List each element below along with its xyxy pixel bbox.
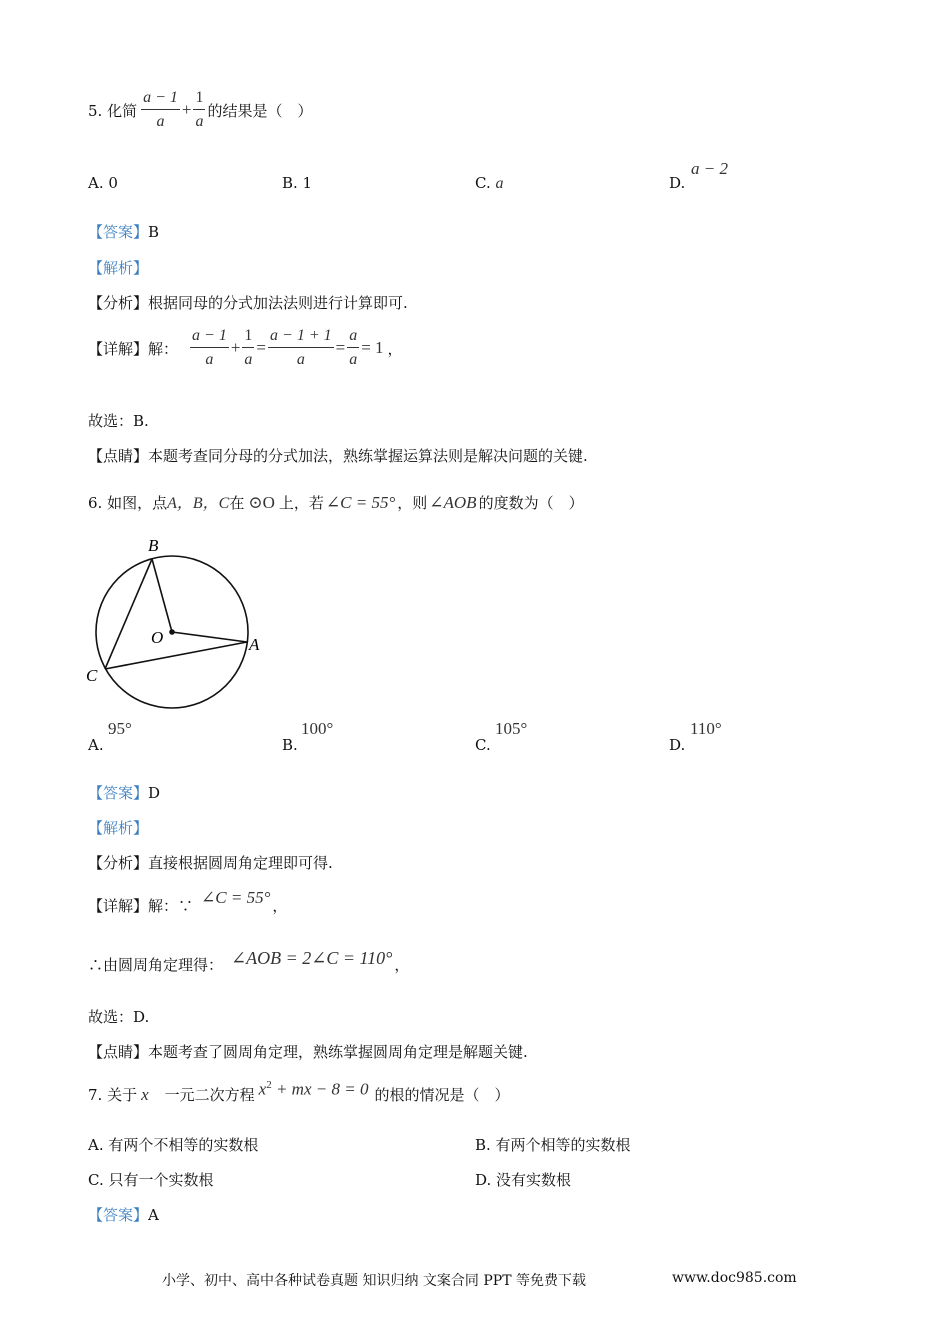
q6-option-a-label: A. [88, 736, 104, 754]
q6-circle-figure [80, 535, 270, 710]
q7-equation: $x^2$ + mx − 8 = 0 [258, 1079, 369, 1099]
q6-option-c-value: 105° [495, 719, 528, 738]
footer-text: 小学、初中、高中各种试卷真题 知识归纳 文案合同 PPT 等免费下载 [162, 1273, 586, 1289]
label-o: O [151, 628, 164, 647]
q6-therefore: ∴由圆周角定理得： ∠AOB = 2∠C = 110° ， [88, 947, 410, 974]
q5-plus: + [181, 100, 192, 119]
q7-option-b: B. 有两个相等的实数根 [475, 1136, 631, 1154]
q6-detail: 【详解】 解：∵ ∠C = 55° ， [88, 888, 288, 915]
q5-choose: 故选：B. [88, 412, 149, 430]
label-c: C [86, 666, 98, 685]
radius-ob [152, 559, 172, 632]
q5-analysis-tag: 【解析】 [88, 259, 149, 277]
q6-analysis-tag: 【解析】 [88, 819, 149, 837]
q6-option-a-value: 95° [108, 719, 132, 738]
q7-option-c: C. 只有一个实数根 [88, 1171, 214, 1189]
radius-oa [172, 632, 247, 642]
q5-fenxi: 【分析】根据同母的分式加法法则进行计算即可. [88, 294, 408, 312]
q7-stem: 7. 关于 x 一元二次方程 $x^2$ + mx − 8 = 0 的根的情况是（ ） [88, 1079, 510, 1104]
q5-option-d-value: a − 2 [691, 159, 728, 178]
q5-prefix: 5. 化简 [88, 101, 138, 120]
footer-url[interactable]: www.doc985.com [672, 1270, 797, 1286]
q5-comment: 【点睛】本题考查同分母的分式加法，熟练掌握运算法则是解决问题的关键. [88, 447, 588, 465]
q5-option-b: B. 1 [282, 174, 313, 192]
q6-stem: 6. 如图，点A，B，C在 ⊙O 上，若 ∠C = 55° ，则 ∠AOB 的度数为（ ） [88, 493, 584, 512]
q5-suffix: 的结果是（ ） [207, 101, 313, 120]
q7-option-a: A. 有两个不相等的实数根 [88, 1136, 259, 1154]
q6-option-d-label: D. [669, 736, 686, 754]
q7-option-d: D. 没有实数根 [475, 1171, 572, 1189]
q5-fraction-2: $\frac{1}{a}$ [195, 89, 204, 130]
q7-answer: 【答案】A [88, 1206, 159, 1224]
q5-detail: 【详解】 解： $\frac{a - 1}{a}$ + $\frac{1}{a}$ = $\frac{a - 1 + 1}{a}$ = $\frac{a}{a}$ = 1 ， [88, 327, 403, 368]
q5-option-a: A. 0 [88, 174, 118, 192]
label-b: B [148, 536, 159, 555]
q5-fraction-1: $\frac{a - 1}{a}$ [143, 89, 178, 130]
q5-option-d: D. [669, 174, 686, 192]
chord-cb [105, 559, 152, 669]
q6-option-d-value: 110° [690, 719, 722, 738]
q6-comment: 【点睛】本题考查了圆周角定理，熟练掌握圆周角定理是解题关键. [88, 1043, 528, 1061]
q6-choose: 故选：D. [88, 1008, 150, 1026]
q5-option-c: C. a [475, 174, 504, 192]
q5-answer: 【答案】B [88, 223, 160, 241]
q6-answer: 【答案】D [88, 784, 161, 802]
q6-option-c-label: C. [475, 736, 491, 754]
label-a: A [249, 635, 260, 654]
q5-stem [88, 88, 313, 132]
center-point [169, 629, 175, 635]
q6-option-b-value: 100° [301, 719, 334, 738]
chord-ca [105, 642, 247, 669]
q6-option-b-label: B. [282, 736, 298, 754]
q6-fenxi: 【分析】直接根据圆周角定理即可得. [88, 854, 333, 872]
